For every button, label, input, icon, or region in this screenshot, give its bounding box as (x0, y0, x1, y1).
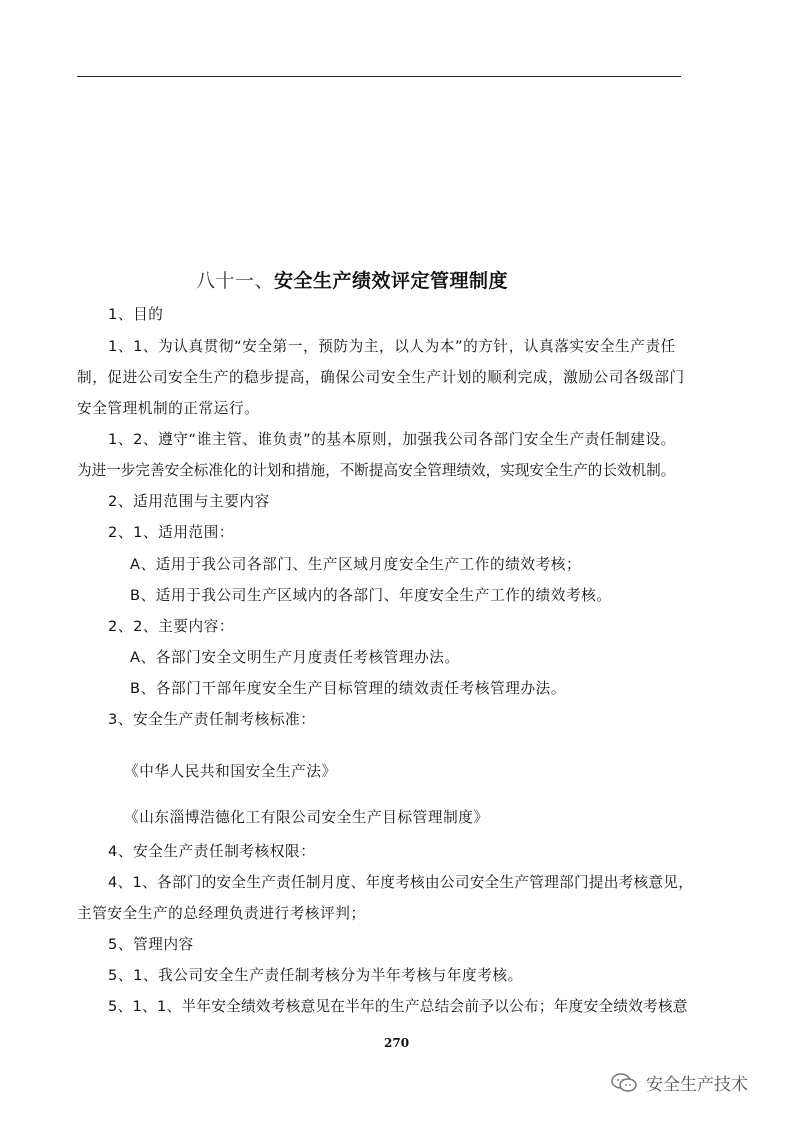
section-number: 八十一、 (196, 270, 275, 292)
text-line: 安全管理机制的正常运行。 (77, 400, 260, 417)
wechat-icon (610, 1072, 638, 1094)
text-line: B、各部门干部年度安全生产目标管理的绩效责任考核管理办法。 (130, 680, 567, 697)
section-title-text: 安全生产绩效评定管理制度 (274, 270, 509, 292)
text-line: 1、2、遵守“谁主管、谁负责”的基本原则，加强我公司各部门安全生产责任制建设。 (108, 431, 676, 448)
page-number: 270 (384, 1036, 410, 1050)
text-line: A、各部门安全文明生产月度责任考核管理办法。 (130, 649, 460, 666)
text-line: 4、安全生产责任制考核权限： (108, 843, 316, 860)
text-line: 《中华人民共和国安全生产法》 (124, 763, 337, 780)
text-line: 制，促进公司安全生产的稳步提高，确保公司安全生产计划的顺利完成，激励公司各级部门 (77, 369, 685, 386)
text-line: 5、1、1、半年安全绩效考核意见在半年的生产总结会前予以公布；年度安全绩效考核意 (108, 998, 688, 1015)
text-line: 2、2、主要内容： (108, 618, 235, 635)
text-line: 2、适用范围与主要内容 (108, 493, 270, 510)
text-line: 5、管理内容 (108, 936, 194, 953)
section-title (196, 266, 508, 293)
text-line: 1、目的 (108, 306, 164, 323)
text-line: 3、安全生产责任制考核标准： (108, 711, 316, 728)
text-line: B、适用于我公司生产区域内的各部门、年度安全生产工作的绩效考核。 (130, 587, 612, 604)
text-line: 主管安全生产的总经理负责进行考核评判； (77, 905, 366, 922)
account-watermark (610, 1070, 748, 1095)
text-line: 2、1、适用范围： (108, 524, 235, 541)
text-line: 《山东淄博浩德化工有限公司安全生产目标管理制度》 (124, 809, 489, 826)
text-line: 4、1、各部门的安全生产责任制月度、年度考核由公司安全生产管理部门提出考核意见， (108, 874, 694, 891)
text-line: A、适用于我公司各部门、生产区域月度安全生产工作的绩效考核； (130, 556, 582, 573)
header-rule (77, 76, 681, 77)
watermark-text: 安全生产技术 (646, 1075, 748, 1095)
text-line: 为进一步完善安全标准化的计划和措施，不断提高安全管理绩效，实现安全生产的长效机制。 (77, 462, 676, 479)
text-line: 1、1、为认真贯彻“安全第一，预防为主，以人为本”的方针，认真落实安全生产责任 (108, 338, 676, 355)
text-line: 5、1、我公司安全生产责任制考核分为半年考核与年度考核。 (108, 967, 523, 984)
